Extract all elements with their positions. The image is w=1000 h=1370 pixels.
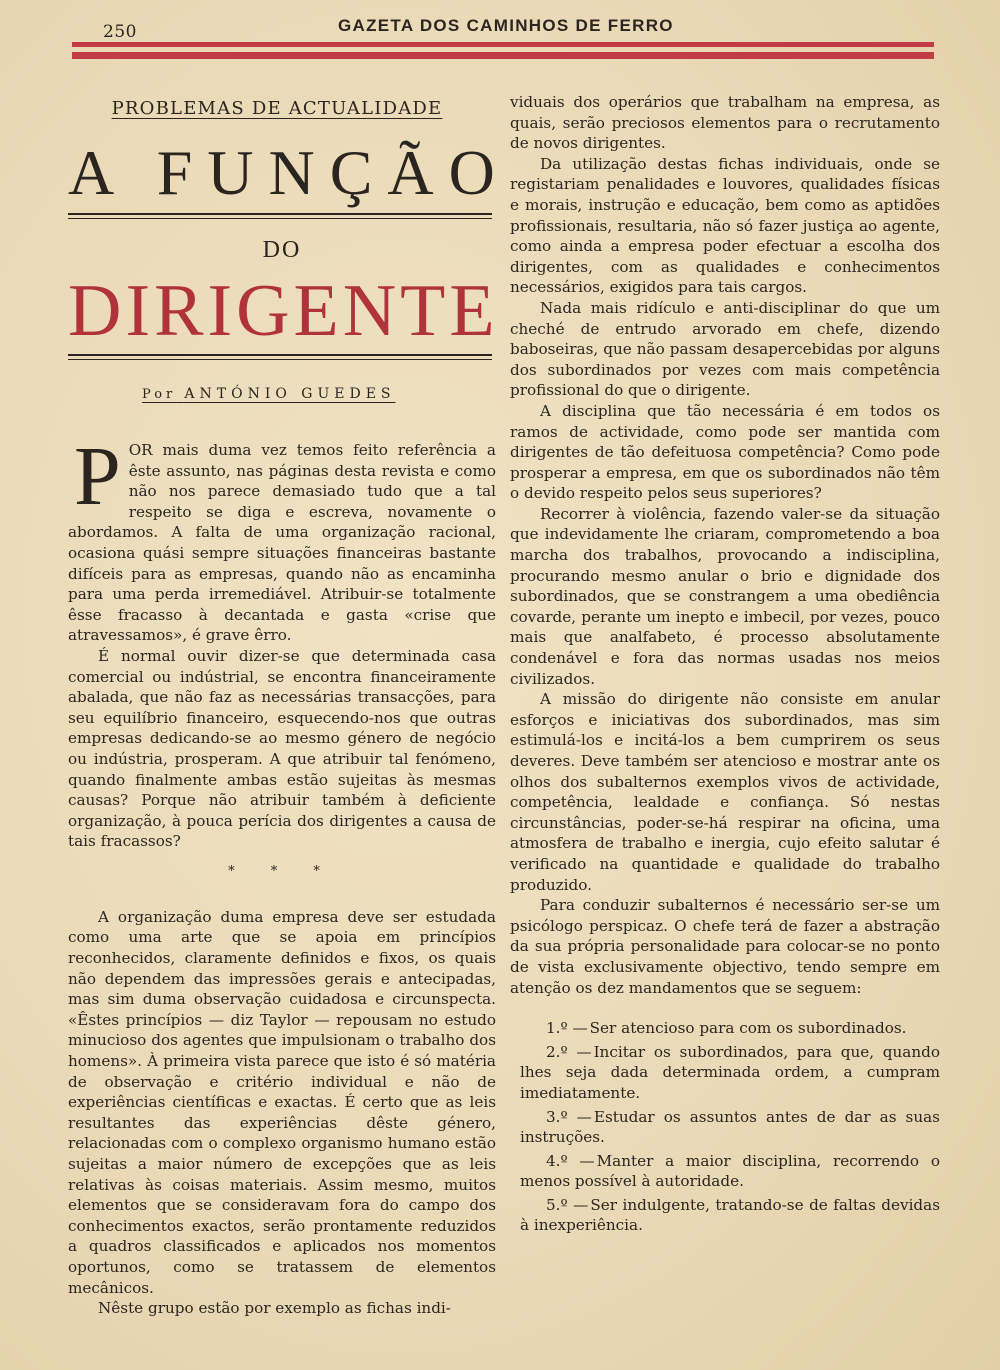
- byline-author: ANTÓNIO GUEDES: [184, 386, 396, 402]
- list-item-text: Ser atencioso para com os subordinados.: [589, 1019, 907, 1038]
- left-body-text: [68, 646, 496, 852]
- article-title-line-2: DO: [262, 237, 302, 263]
- list-item-number: 1.º —: [546, 1019, 588, 1038]
- list-item: [520, 1042, 940, 1104]
- list-item: [520, 1018, 940, 1039]
- header-rule-bottom: [72, 52, 934, 59]
- paragraph: A missão do dirigente não consiste em anular esforços e iniciativas dos subordinados, mas sim estimulá-los e incitá-los a bem cumprirem os seus deveres. Deve também ser atencioso e mostrar ante os olhos dos subalternos exemplos vivos de actividade, competência, lealdade e confiança. Só nestas circunstâncias, poder-se-há respirar na oficina, uma atmosfera de trabalho e inergia, cujo efeito salutar é verificado na quantidade e qualidade do trabalho produzido.: [510, 690, 940, 894]
- drop-cap: P: [74, 430, 121, 523]
- article-title-line-1: A FUNÇÃO: [68, 137, 510, 208]
- list-item: [520, 1107, 940, 1148]
- article-title-line-3: DIRIGENTE: [68, 270, 499, 352]
- intro-text: [68, 430, 496, 646]
- paragraph: Da utilização destas fichas individuais, onde se registariam penalidades e louvores, qualidades físicas e morais, instrução e educação, bem como as aptidões profissionais, resultaria, não só fazer justiça ao agente, como ainda a empresa poder efectuar a escolha dos dirigentes, com as qualidades e conhecimentos necessários, exigidos para tais cargos.: [510, 154, 940, 297]
- paragraph: OR mais duma vez temos feito referência a êste assunto, nas páginas desta revista e como não nos parece demasiado tudo que a tal respeito se diga e escreva, novamente o abordamos. A falta de uma organização racional, ocasiona quási sempre situações financeiras bastante difíceis para as empresas, quando não as encaminha para uma perda irremediável. Atribuir-se totalmente êsse fracasso à decantada e gasta «crise que atravessamos», é grave êrro.: [68, 441, 496, 645]
- list-item-number: 3.º —: [546, 1107, 592, 1126]
- list-item-text: Estudar os assuntos antes de dar as suas instruções.: [520, 1107, 940, 1147]
- list-item-number: 4.º —: [546, 1151, 595, 1170]
- paragraph: Nada mais ridículo e anti-disciplinar do que um cheché de entrudo arvorado em chefe, dizendo baboseiras, que não passam desapercebidas por alguns dos subordinados por vezes com mais competência profissional do que o dirigente.: [510, 298, 940, 400]
- left-column: [68, 92, 510, 1319]
- commandments-list: [510, 1018, 940, 1236]
- list-item-text: Incitar os subordinados, para que, quando lhes seja dada determinada ordem, a cumpram imediatamente.: [520, 1042, 940, 1102]
- list-item-text: Ser indulgente, tratando-se de faltas devidas à inexperiência.: [520, 1195, 941, 1235]
- paragraph: Nêste grupo estão por exemplo as fichas indi-: [98, 1299, 451, 1318]
- list-item-number: 5.º —: [546, 1195, 589, 1214]
- paragraph-continuation: viduais dos operários que trabalham na empresa, as quais, serão preciosos elementos para o recrutamento de novos dirigentes.: [510, 93, 940, 153]
- paragraph: Para conduzir subalternos é necessário ser-se um psicólogo perspicaz. O chefe terá de fazer a abstração da sua própria personalidade para colocar-se no ponto de vista exclusivamente objectivo, tendo sempre em atenção os dez mandamentos que se seguem:: [510, 896, 940, 997]
- list-item-text: Manter a maior disciplina, recorrendo o menos possível à autoridade.: [520, 1151, 940, 1191]
- paragraph: A organização duma empresa deve ser estudada como uma arte que se apoia em princípios reconhecidos, claramente definidos e fixos, os quais não dependem das impressões gerais e antecipadas, mas sim duma observação cuidadosa e circunspecta. «Êstes princípios — diz Taylor — repousam no estudo minucioso dos agentes que impulsionam o trabalho dos homens». À primeira vista parece que isto é só matéria de observação e critério individual e não de experiências científicas e exactas. É certo que as leis resultantes das experiências dêste género, relacionadas com o complexo organismo humano estão sujeitas a maior número de excepções que as leis relativas às coisas materiais. Assim mesmo, muitos elementos que se consideravam fora do campo dos conhecimentos exactos, serão prontamente reduzidos a quadros classificados e aplicados nos momentos oportunos, como se tratassem de elementos mecânicos.: [68, 907, 496, 1297]
- paragraph: A disciplina que tão necessária é em todos os ramos de actividade, como pode ser mantida com dirigentes de tão defeituosa competência? Como pode prosperar a empresa, em que os subordinados não têm o devido respeito pelos seus superiores?: [510, 401, 940, 503]
- right-column: [510, 92, 940, 1239]
- paragraph: Recorrer à violência, fazendo valer-se da situação que indevidamente lhe criaram, comprometendo a boa marcha dos trabalhos, provocando a indisciplina, procurando mesmo anular o brio e dignidade dos subordinados, que se constrangem a uma obediência covarde, perante um inepto e imbecil, por vezes, pouco mais que analfabeto, é processo absolutamente condenável e fora das normas usadas nos meios civilizados.: [510, 504, 940, 688]
- byline-prefix: Por: [142, 387, 177, 402]
- title-divider-bottom: [68, 354, 492, 360]
- byline: [142, 386, 496, 402]
- article-kicker: PROBLEMAS DE ACTUALIDADE: [111, 98, 443, 119]
- header-rule-top: [72, 42, 934, 47]
- section-separator: * * *: [228, 863, 336, 879]
- left-body-text-2: [68, 907, 496, 1319]
- list-item: [520, 1195, 940, 1236]
- paragraph: É normal ouvir dizer-se que determinada casa comercial ou indústrial, se encontra financeiramente abalada, que não faz as necessárias transacções, para seu equilíbrio financeiro, esquecendo-nos que outras empresas dedicando-se ao mesmo género de negócio ou indústria, prosperam. A que atribuir tal fenómeno, quando finalmente ambas estão sujeitas às mesmas causas? Porque não atribuir também à deficiente organização, à pouca perícia dos dirigentes a causa de tais fracassos?: [68, 646, 496, 851]
- page-number: 250: [103, 22, 137, 42]
- list-item-number: 2.º —: [546, 1042, 592, 1061]
- list-item: [520, 1151, 940, 1192]
- journal-title: GAZETA DOS CAMINHOS DE FERRO: [338, 16, 674, 35]
- title-divider-top: [68, 213, 492, 219]
- right-body-text: [510, 92, 940, 998]
